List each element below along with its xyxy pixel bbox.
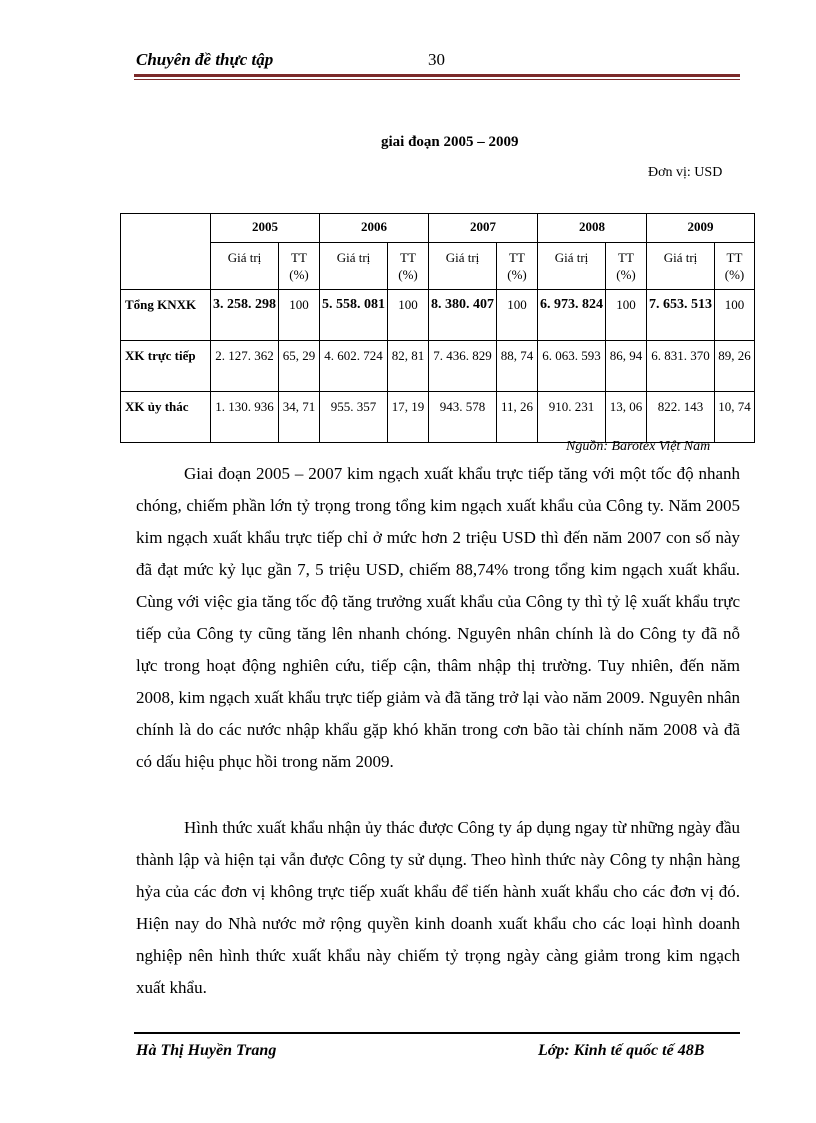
table-cell: 17, 19 [388, 392, 429, 443]
percent-subheader: TT (%) [388, 243, 429, 290]
year-header: 2005 [211, 214, 320, 243]
table-cell: 88, 74 [497, 341, 538, 392]
year-header: 2006 [320, 214, 429, 243]
unit-label: Đơn vị: USD [648, 165, 723, 180]
table-cell: 11, 26 [497, 392, 538, 443]
table-cell: 86, 94 [606, 341, 647, 392]
row-label: XK trực tiếp [121, 341, 211, 392]
table-title: giai đoạn 2005 – 2009 [381, 134, 519, 150]
footer-author: Hà Thị Huyền Trang [136, 1042, 277, 1059]
table-cell: 955. 357 [320, 392, 388, 443]
table-cell: 5. 558. 081 [320, 290, 388, 341]
table-cell: 34, 71 [279, 392, 320, 443]
row-label: XK ủy thác [121, 392, 211, 443]
table-cell: 6. 831. 370 [647, 341, 715, 392]
table-cell: 3. 258. 298 [211, 290, 279, 341]
table-cell: 7. 653. 513 [647, 290, 715, 341]
table-cell: 910. 231 [538, 392, 606, 443]
table-cell: 4. 602. 724 [320, 341, 388, 392]
table-cell: 943. 578 [429, 392, 497, 443]
table-cell: 100 [497, 290, 538, 341]
table-row-total [121, 290, 755, 341]
page-number: 30 [428, 50, 445, 69]
footer-rule [134, 1032, 740, 1034]
percent-subheader: TT (%) [497, 243, 538, 290]
table-cell: 822. 143 [647, 392, 715, 443]
value-subheader: Giá trị [429, 243, 497, 290]
table-cell: 100 [606, 290, 647, 341]
table-cell: 100 [279, 290, 320, 341]
table-cell: 7. 436. 829 [429, 341, 497, 392]
table-cell: 100 [388, 290, 429, 341]
table-cell: 6. 063. 593 [538, 341, 606, 392]
value-subheader: Giá trị [538, 243, 606, 290]
percent-subheader: TT (%) [279, 243, 320, 290]
table-cell: 10, 74 [715, 392, 755, 443]
percent-subheader: TT (%) [606, 243, 647, 290]
table-cell: 2. 127. 362 [211, 341, 279, 392]
table-cell: 82, 81 [388, 341, 429, 392]
table-cell: 8. 380. 407 [429, 290, 497, 341]
body-paragraph: Giai đoạn 2005 – 2007 kim ngạch xuất khẩu trực tiếp tăng với một tốc độ nhanh chóng, chiếm phần lớn tỷ trọng trong tổng kim ngạch xuất khẩu của Công ty. Năm 2005 kim ngạch xuất khẩu trực tiếp chỉ ở mức hơn 2 triệu USD thì đến năm 2007 con số này đã đạt mức kỷ lục gần 7, 5 triệu USD, chiếm 88,74% trong tổng kim ngạch xuất khẩu. Cùng với việc gia tăng tốc độ tăng trưởng xuất khẩu của Công ty thì tỷ lệ xuất khẩu trực tiếp của Công ty cũng tăng lên nhanh chóng. Nguyên nhân chính là do Công ty đã nỗ lực trong hoạt động nghiên cứu, tiếp cận, thâm nhập thị trường. Tuy nhiên, đến năm 2008, kim ngạch xuất khẩu trực tiếp giảm và đã tăng trở lại vào năm 2009. Nguyên nhân chính là do các nước nhập khẩu gặp khó khăn trong cơn bão tài chính năm 2008 và đã có dấu hiệu phục hồi trong năm 2009. [136, 464, 740, 771]
year-header: 2009 [647, 214, 755, 243]
year-header: 2008 [538, 214, 647, 243]
value-subheader: Giá trị [211, 243, 279, 290]
header-rule [134, 74, 740, 77]
table-cell: 100 [715, 290, 755, 341]
table-cell: 6. 973. 824 [538, 290, 606, 341]
value-subheader: Giá trị [647, 243, 715, 290]
header-title: Chuyên đề thực tập [136, 50, 274, 69]
table-cell: 13, 06 [606, 392, 647, 443]
table-row-direct [121, 341, 755, 392]
percent-subheader: TT (%) [715, 243, 755, 290]
body-paragraph: Hình thức xuất khẩu nhận ủy thác được Công ty áp dụng ngay từ những ngày đầu thành lập và hiện tại vẫn được Công ty sử dụng. Theo hình thức này Công ty nhận hàng hỷa của các đơn vị không trực tiếp xuất khẩu để tiến hành xuất khẩu cho các đơn vị đó. Hiện nay do Nhà nước mở rộng quyền kinh doanh xuất khẩu cho các loại hình doanh nghiệp nên hình thức xuất khẩu này chiếm tỷ trọng ngày càng giảm trong kim ngạch xuất khẩu. [136, 818, 740, 997]
export-table [120, 213, 755, 443]
header-rule-thin [134, 79, 740, 80]
table-corner-cell [121, 214, 211, 290]
table-cell: 65, 29 [279, 341, 320, 392]
table-row-entrusted [121, 392, 755, 443]
footer-class: Lớp: Kinh tế quốc tế 48B [538, 1042, 705, 1059]
value-subheader: Giá trị [320, 243, 388, 290]
year-header: 2007 [429, 214, 538, 243]
row-label: Tổng KNXK [121, 290, 211, 341]
table-cell: 1. 130. 936 [211, 392, 279, 443]
table-cell: 89, 26 [715, 341, 755, 392]
table-source: Nguồn: Barotex Việt Nam [566, 439, 711, 454]
